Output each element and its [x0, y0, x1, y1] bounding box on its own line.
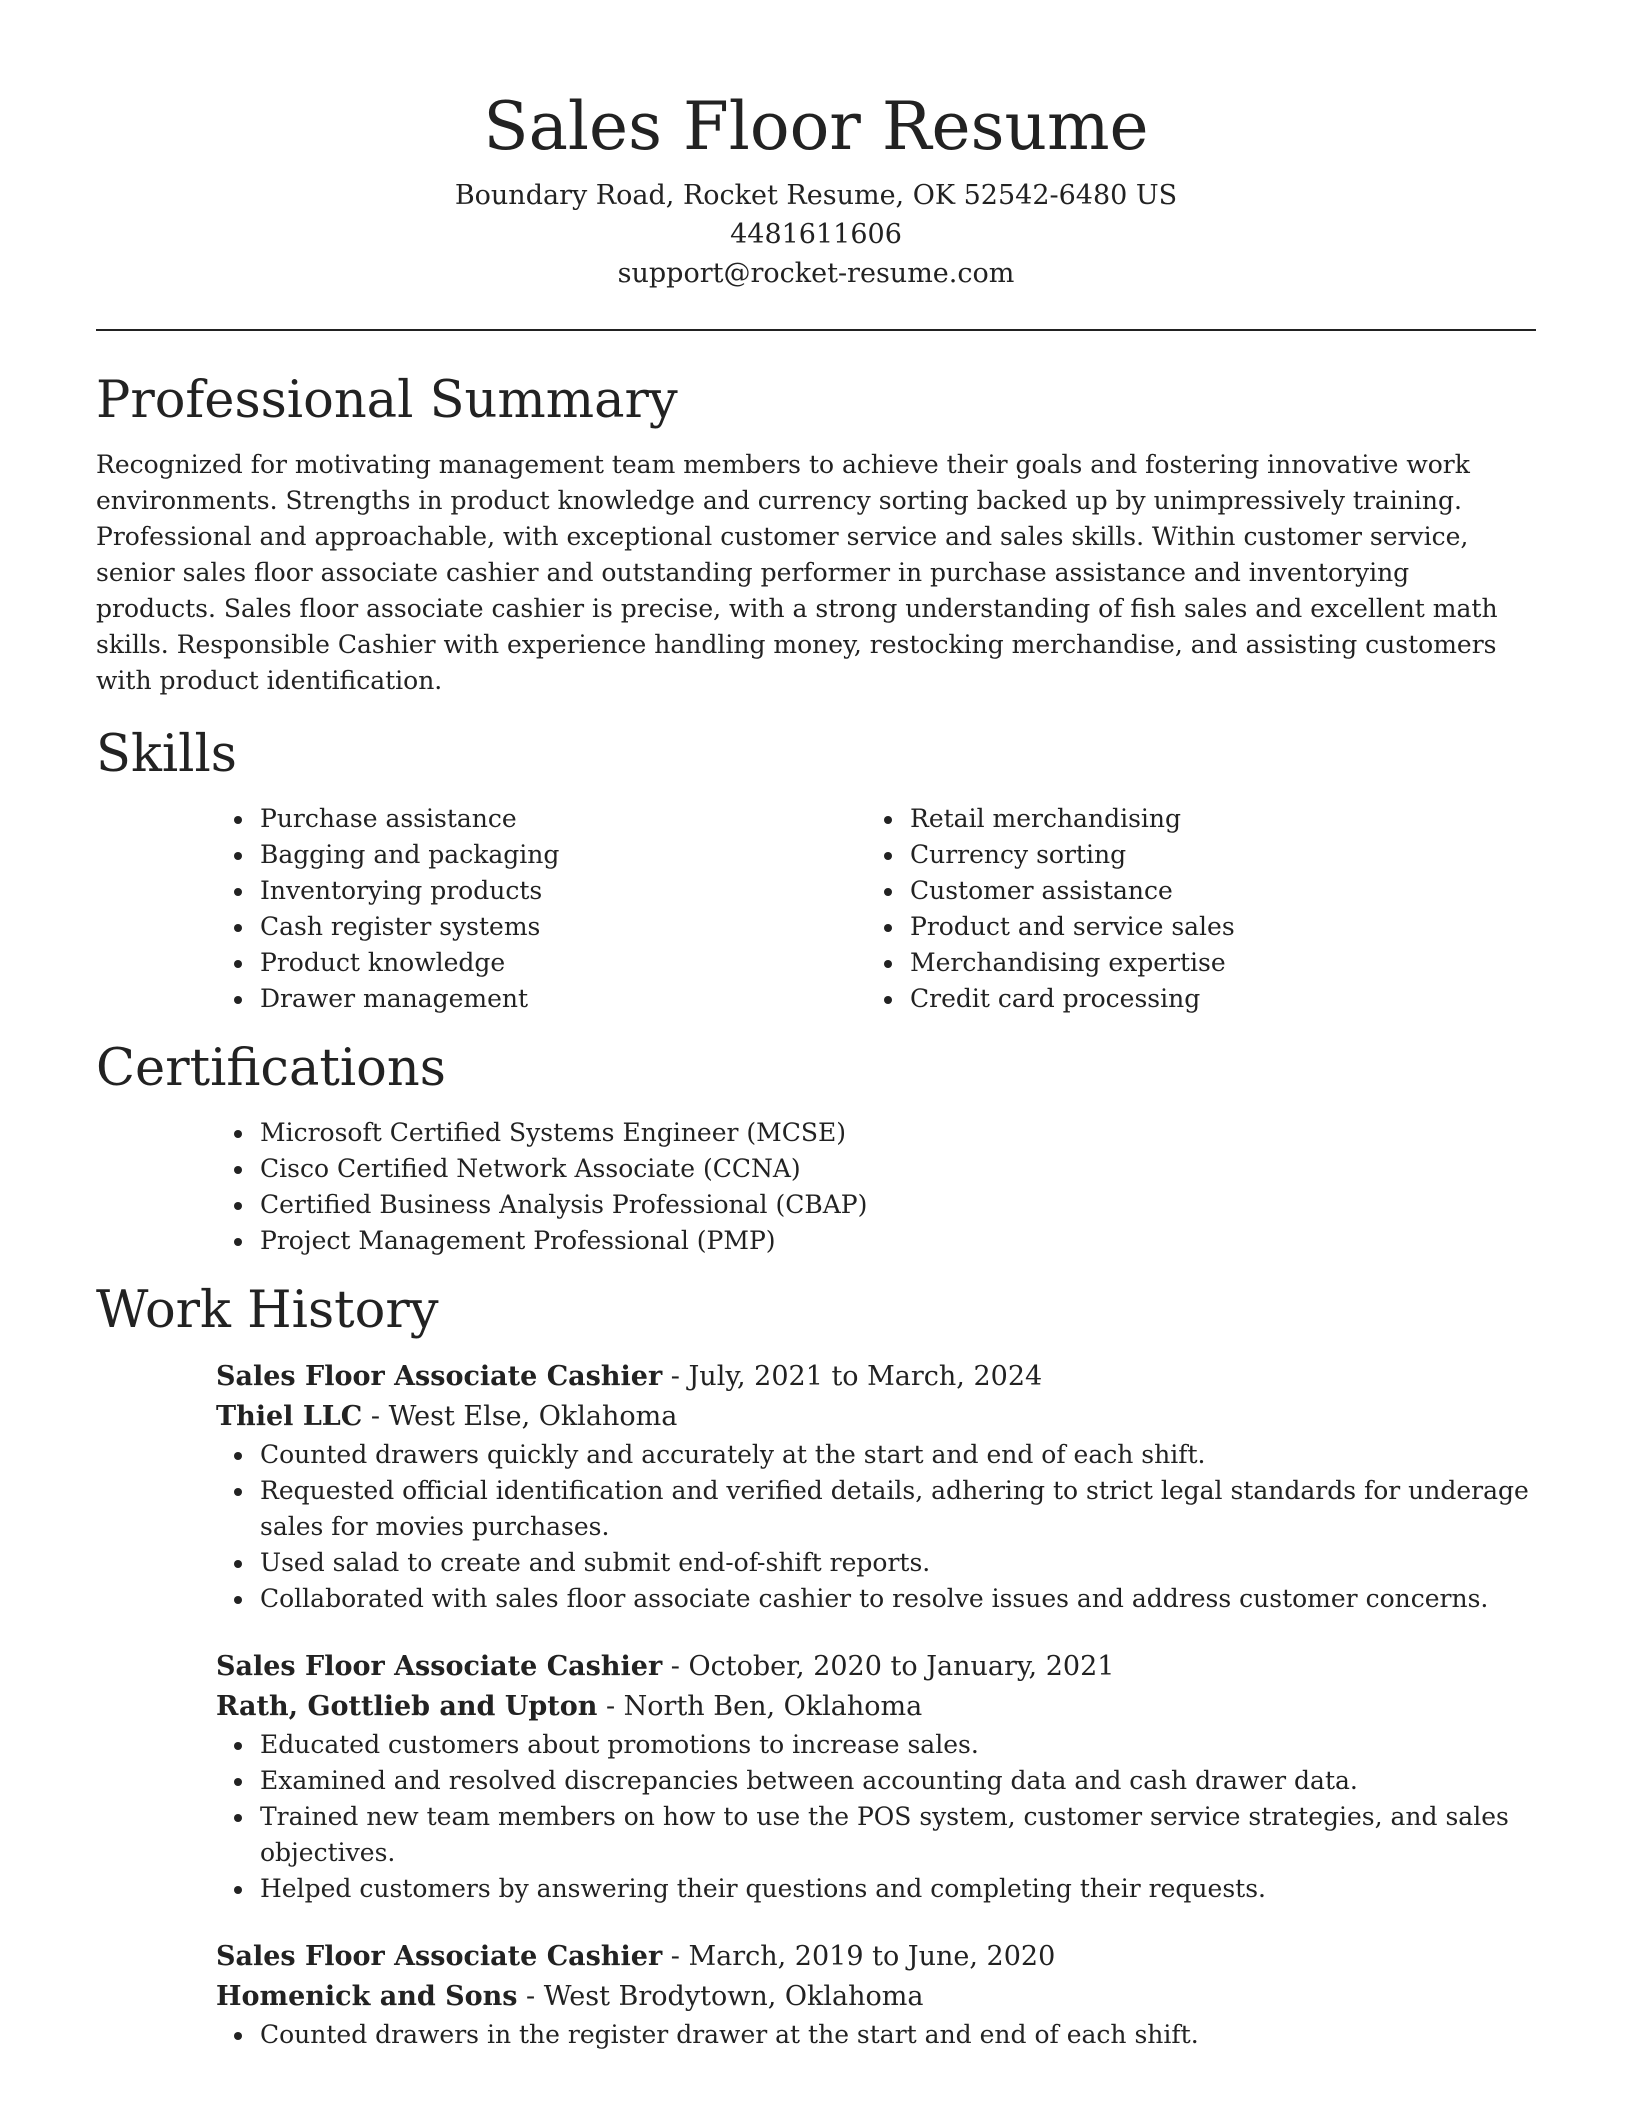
skill-item: Purchase assistance: [260, 801, 866, 837]
skills-grid: [216, 801, 1536, 1017]
skill-item: Retail merchandising: [910, 801, 1516, 837]
job-duties-list: [216, 2017, 1536, 2053]
job-role: Sales Floor Associate Cashier: [216, 1651, 663, 1682]
job-duty: Used salad to create and submit end-of-shift reports.: [260, 1545, 1536, 1581]
skill-item: Drawer management: [260, 981, 866, 1017]
certifications-heading: Certifications: [96, 1039, 446, 1098]
resume-page: [96, 0, 1536, 2053]
job-title-line: [216, 1937, 1536, 1977]
skills-list-right: [866, 801, 1516, 1017]
skill-item: Bagging and packaging: [260, 837, 866, 873]
job-dates: - July, 2021 to March, 2024: [662, 1361, 1043, 1392]
work-history-heading: Work History: [96, 1281, 439, 1340]
certification-item: Project Management Professional (PMP): [260, 1223, 1536, 1259]
job-location: - West Brodytown, Oklahoma: [517, 1981, 924, 2012]
job-duty: Examined and resolved discrepancies between accounting data and cash drawer data.: [260, 1763, 1536, 1799]
skill-item: Product knowledge: [260, 945, 866, 981]
summary-section: [96, 369, 1536, 699]
job-dates: - March, 2019 to June, 2020: [662, 1941, 1056, 1972]
job-duty: Requested official identification and verified details, adhering to strict legal standards for underage sales for movies purchases.: [260, 1473, 1536, 1545]
contact-address: Boundary Road, Rocket Resume, OK 52542-6480 US: [454, 180, 1178, 211]
job-company-line: [216, 1687, 1536, 1727]
job-role: Sales Floor Associate Cashier: [216, 1361, 663, 1392]
job-company: Rath, Gottlieb and Upton: [216, 1691, 598, 1722]
certification-item: Certified Business Analysis Professional (CBAP): [260, 1187, 1536, 1223]
job-duty: Collaborated with sales floor associate cashier to resolve issues and address customer concerns.: [260, 1581, 1536, 1617]
job-location: - North Ben, Oklahoma: [597, 1691, 923, 1722]
summary-text: Recognized for motivating management team members to achieve their goals and fostering innovative work environments. Strengths in product knowledge and currency sorting backed up by unimpressively training. Professional and approachable, with exceptional customer service and sales skills. Within customer service, senior sales floor associate cashier and outstanding performer in purchase assistance and inventorying products. Sales floor associate cashier is precise, with a strong understanding of fish sales and excellent math skills. Responsible Cashier with experience handling money, restocking merchandise, and assisting customers with product identification.: [96, 450, 1498, 695]
job-company-line: [216, 1397, 1536, 1437]
job-duty: Helped customers by answering their questions and completing their requests.: [260, 1871, 1536, 1907]
job-entry: [216, 1937, 1536, 2053]
contact-info: [96, 176, 1536, 293]
skills-section: [96, 723, 1536, 1017]
skills-column-right: [866, 801, 1516, 1017]
contact-phone: 4481611606: [730, 219, 902, 250]
job-company: Homenick and Sons: [216, 1981, 518, 2012]
certification-item: Microsoft Certified Systems Engineer (MCSE): [260, 1115, 1536, 1151]
work-history-section: [96, 1279, 1536, 2053]
job-duty: Counted drawers quickly and accurately at the start and end of each shift.: [260, 1437, 1536, 1473]
job-title-line: [216, 1647, 1536, 1687]
skills-heading: Skills: [96, 725, 237, 784]
job-company: Thiel LLC: [216, 1401, 363, 1432]
skill-item: Credit card processing: [910, 981, 1516, 1017]
certifications-list-wrap: [216, 1115, 1536, 1259]
job-duties-list: [216, 1437, 1536, 1617]
certifications-section: [96, 1037, 1536, 1259]
job-role: Sales Floor Associate Cashier: [216, 1941, 663, 1972]
job-dates: - October, 2020 to January, 2021: [662, 1651, 1115, 1682]
skill-item: Merchandising expertise: [910, 945, 1516, 981]
skill-item: Inventorying products: [260, 873, 866, 909]
skills-column-left: [216, 801, 866, 1017]
job-company-line: [216, 1977, 1536, 2017]
header-divider: [96, 329, 1536, 331]
resume-header: [96, 0, 1536, 293]
job-entry: [216, 1647, 1536, 1907]
skills-list-left: [216, 801, 866, 1017]
job-duties-list: [216, 1727, 1536, 1907]
summary-heading: Professional Summary: [96, 371, 678, 430]
skill-item: Currency sorting: [910, 837, 1516, 873]
skill-item: Customer assistance: [910, 873, 1516, 909]
job-duty: Trained new team members on how to use the POS system, customer service strategies, and sales objectives.: [260, 1799, 1536, 1871]
certifications-list: [216, 1115, 1536, 1259]
job-duty: Educated customers about promotions to increase sales.: [260, 1727, 1536, 1763]
job-entry: [216, 1357, 1536, 1617]
job-location: - West Else, Oklahoma: [362, 1401, 678, 1432]
skill-item: Product and service sales: [910, 909, 1516, 945]
job-duty: Counted drawers in the register drawer at the start and end of each shift.: [260, 2017, 1536, 2053]
contact-email: support@rocket-resume.com: [617, 258, 1015, 289]
job-title-line: [216, 1357, 1536, 1397]
certification-item: Cisco Certified Network Associate (CCNA): [260, 1151, 1536, 1187]
skill-item: Cash register systems: [260, 909, 866, 945]
resume-title: Sales Floor Resume: [483, 88, 1149, 165]
